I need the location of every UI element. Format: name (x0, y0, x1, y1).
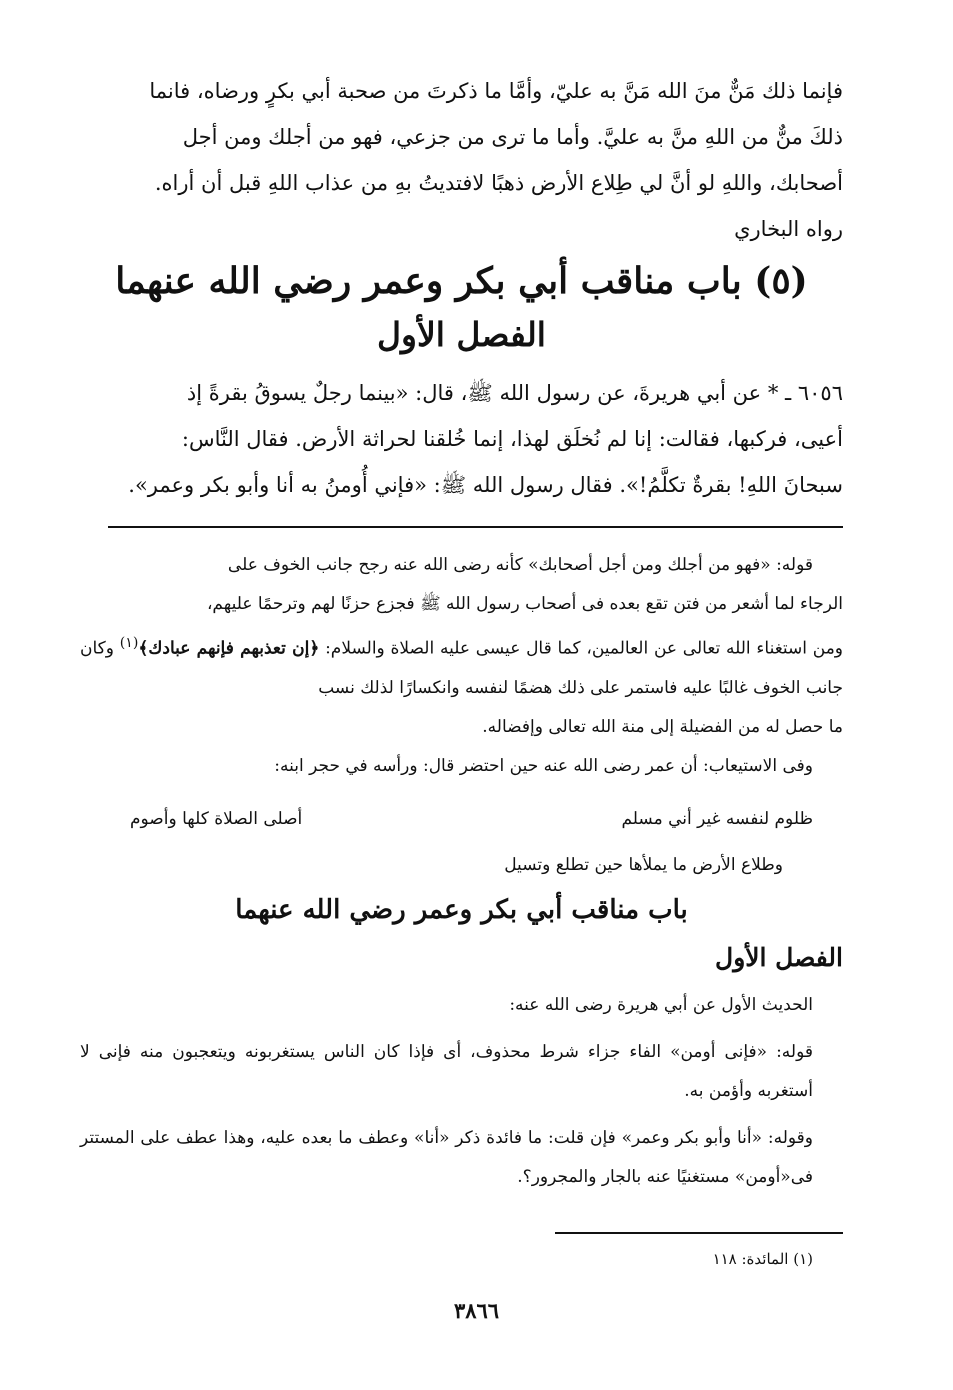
poem-verse (130, 800, 813, 839)
hadith-text-continued (80, 68, 843, 252)
poem-hemistich: أصلى الصلاة كلها وأصوم (130, 809, 303, 829)
commentary-text: ومن استغناء الله تعالى عن العالمين، كما قال عيسى عليه الصلاة والسلام: (325, 638, 844, 659)
chapter-title: (٥) باب مناقب أبي بكر وعمر رضي الله عنهما (115, 260, 808, 302)
commentary-paragraph: الحديث الأول عن أبي هريرة رضى الله عنه: (509, 995, 813, 1015)
poem-hemistich: ظلوم لنفسه غير أني مسلم (621, 809, 813, 829)
commentary-line: الرجاء لما أشعر من فتن تقع بعده فى أصحاب رسول الله ﷺ فجزع حزنًا لهم وترحمًا عليهم، (206, 594, 843, 614)
hadith-6056 (80, 370, 843, 508)
commentary-block-2 (80, 986, 843, 1205)
footnote-ref[interactable]: (١) (119, 635, 139, 651)
text-line: أعيى، فركبها، فقالت: إنا لم نُخلَق لهذا، إنما خُلقنا لحراثة الأرض. فقال النَّاس: (181, 427, 843, 451)
source-attribution: رواه البخاري (734, 217, 843, 241)
divider-rule (108, 526, 843, 528)
commentary-line: ما حصل له من الفضيلة إلى منة الله تعالى وإفضاله. (482, 716, 843, 737)
footnote: (١) المائدة: ١١٨ (712, 1250, 813, 1268)
commentary-line: وفى الاستيعاب: أن عمر رضى الله عنه حين احتضر قال: ورأسه في حجر ابنه: (274, 755, 813, 776)
text-line: سبحانَ اللهِ! بقرةٌ تكلَّمُ!». فقال رسول الله ﷺ: «فإني أُومنُ به أنا وأبو بكر وعمر». (128, 473, 843, 497)
quran-quote: ﴿إن تعذبهم فإنهم عبادك﴾ (138, 638, 320, 659)
text-line: ذلكَ منٌّ من اللهِ منَّ به عليَّ. وأما ما ترى من جزعي، فهو من أجلك ومن أجل (182, 125, 843, 149)
commentary-line (80, 624, 843, 708)
page-number: ٣٨٦٦ (453, 1298, 500, 1323)
text-line: أصحابك، واللهِ لو أنَّ لي طِلاع الأرض ذهبًا لافتديتُ بهِ من عذاب اللهِ قبل أن أراه. (154, 171, 843, 195)
footnote-rule (555, 1232, 843, 1234)
poem-line: وطلاع الأرض ما يملأها حين تطلع وتسيل (504, 855, 783, 875)
commentary-section-title: الفصل الأول (715, 943, 843, 972)
commentary-block (80, 546, 843, 786)
commentary-line: قوله: «فهو من أجلك ومن أجل أصحابك» كأنه رضى الله عنه رجح جانب الخوف على (227, 555, 813, 575)
text-line: فإنما ذلك مَنٌّ منَ الله مَنَّ به عليّ، وأمَّا ما ذكرتَ من صحبة أبي بكرٍ ورضاه، فانما (149, 79, 843, 103)
commentary-paragraph: قوله: «فإنى أومن» الفاء جزاء شرط محذوف، أى فإذا كان الناس يستغربونه ويتعجبون منه فإنى لا أستغربه وأؤمن به. (80, 1042, 813, 1101)
commentary-paragraph: وقوله: «أنا وأبو بكر وعمر» فإن قلت: ما فائدة ذكر «أنا» وعطف ما بعده عليه، وهذا عطف على المستتر فى«أومن» مستغنيًا عنه بالجار والمجرور؟. (80, 1128, 813, 1187)
commentary-chapter-title: باب مناقب أبي بكر وعمر رضي الله عنهما (235, 895, 688, 925)
section-title: الفصل الأول (377, 315, 546, 354)
text-line: ٦٠٥٦ ـ * عن أبي هريرةَ، عن رسول الله ﷺ، قال: «بينما رجلٌ يسوقُ بقرةً إذ (186, 381, 843, 405)
commentary-text: وكان جانب الخوف غالبًا عليه فاستمر على ذلك هضمًا لنفسه وانكسارًا لذلك نسب (80, 638, 843, 698)
